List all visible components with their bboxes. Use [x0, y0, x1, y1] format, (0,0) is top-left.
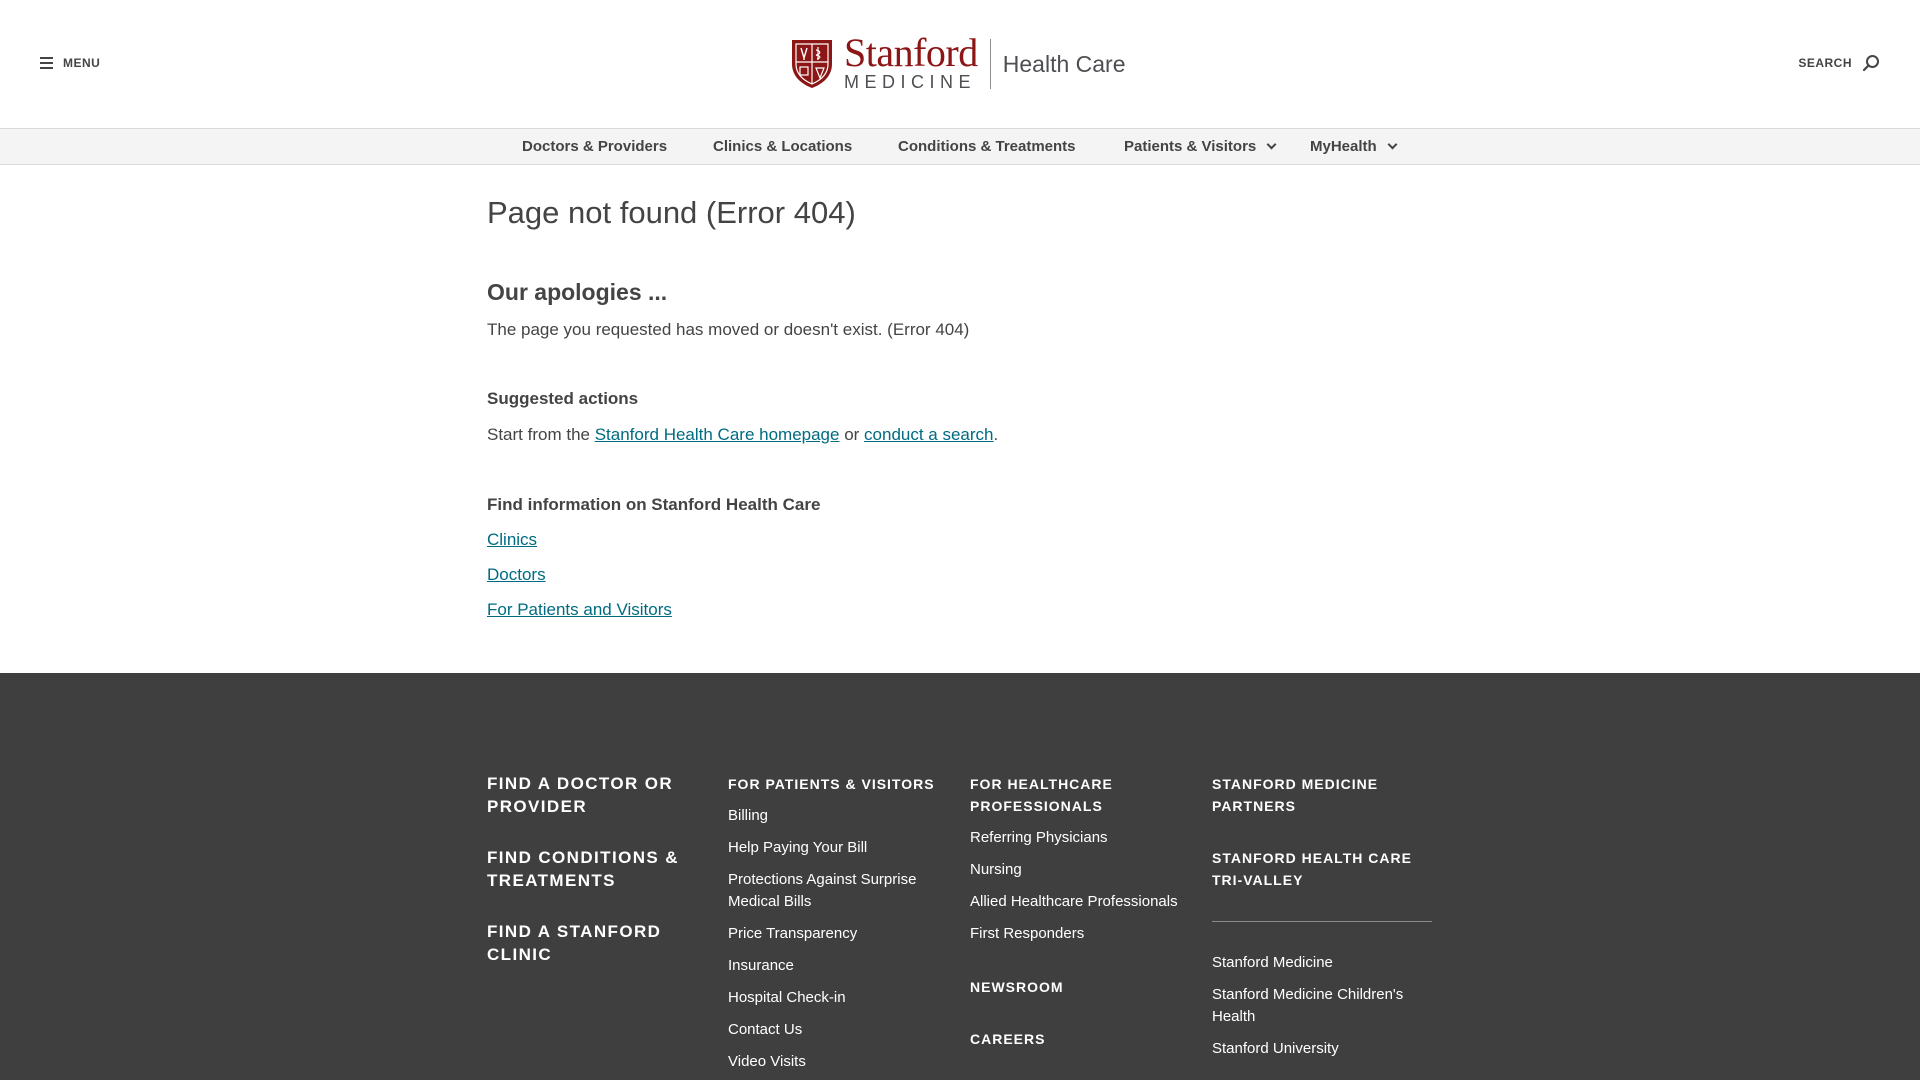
- footer-col-partners: [1212, 773, 1434, 1060]
- find-info-heading: Find information on Stanford Health Care: [487, 495, 821, 514]
- page-title: Page not found (Error 404): [487, 195, 856, 230]
- footer-col-professionals: [970, 773, 1185, 1050]
- logo-stanford-text: Stanford: [844, 30, 978, 75]
- suggested-actions-text: [487, 425, 998, 445]
- clinics-link[interactable]: Clinics: [487, 530, 538, 549]
- footer-col-find: [487, 772, 687, 966]
- footer-link-video-visits[interactable]: Video Visits: [728, 1053, 806, 1070]
- nav-label: MyHealth: [1310, 138, 1377, 155]
- footer-link-first-responders[interactable]: First Responders: [970, 925, 1085, 942]
- footer-professionals-heading[interactable]: FOR HEALTHCARE PROFESSIONALS: [970, 776, 1113, 814]
- suggested-middle: or: [839, 425, 865, 444]
- apologies-text: The page you requested has moved or doesn't exist. (Error 404): [487, 320, 970, 339]
- patients-visitors-link[interactable]: For Patients and Visitors: [487, 600, 672, 619]
- nav-clinics-locations[interactable]: [713, 129, 852, 165]
- hamburger-icon: [40, 57, 53, 69]
- search-icon: [1862, 54, 1880, 72]
- footer-link-help-paying[interactable]: Help Paying Your Bill: [728, 839, 868, 856]
- homepage-link[interactable]: Stanford Health Care homepage: [594, 425, 840, 444]
- footer-patients-heading[interactable]: FOR PATIENTS & VISITORS: [728, 776, 935, 792]
- menu-button[interactable]: [40, 56, 100, 70]
- suggested-prefix: Start from the: [487, 425, 595, 444]
- stanford-shield-icon: [790, 38, 834, 90]
- conduct-search-link[interactable]: conduct a search: [864, 425, 994, 444]
- footer-link-nursing[interactable]: Nursing: [970, 861, 1022, 878]
- nav-label: Patients & Visitors: [1124, 138, 1257, 155]
- nav-conditions-treatments[interactable]: [898, 129, 1076, 165]
- footer-find-conditions[interactable]: FIND CONDITIONS & TREATMENTS: [487, 848, 679, 890]
- apologies-heading: Our apologies ...: [487, 279, 668, 305]
- footer-link-referring-physicians[interactable]: Referring Physicians: [970, 829, 1108, 846]
- footer-newsroom[interactable]: NEWSROOM: [970, 979, 1064, 995]
- suggested-heading: Suggested actions: [487, 389, 639, 408]
- nav-myhealth[interactable]: [1310, 129, 1396, 165]
- footer-find-clinic[interactable]: FIND A STANFORD CLINIC: [487, 922, 662, 964]
- footer-link-billing[interactable]: Billing: [728, 807, 769, 824]
- menu-label: MENU: [63, 56, 101, 70]
- logo-medicine-text: MEDICINE: [844, 72, 977, 92]
- nav-label: Doctors & Providers: [522, 138, 668, 155]
- nav-doctors-providers[interactable]: [522, 129, 667, 165]
- footer-link-insurance[interactable]: Insurance: [728, 957, 794, 974]
- footer-partners-heading[interactable]: STANFORD MEDICINE PARTNERS: [1212, 776, 1379, 814]
- site-footer: [0, 673, 1920, 1080]
- footer-link-price-transparency[interactable]: Price Transparency: [728, 925, 858, 942]
- footer-link-surprise-bills[interactable]: Protections Against Surprise Medical Bills: [728, 871, 917, 910]
- site-header: [0, 0, 1920, 129]
- footer-link-contact-us[interactable]: Contact Us: [728, 1021, 803, 1038]
- footer-link-childrens-health[interactable]: Stanford Medicine Children's Health: [1212, 986, 1404, 1025]
- footer-find-doctor[interactable]: FIND A DOCTOR OR PROVIDER: [487, 774, 674, 816]
- logo-health-care-text: Health Care: [1002, 50, 1126, 77]
- search-button[interactable]: [1798, 54, 1880, 72]
- search-label: SEARCH: [1798, 56, 1852, 70]
- nav-label: Conditions & Treatments: [898, 138, 1076, 155]
- footer-link-hospital-checkin[interactable]: Hospital Check-in: [728, 989, 846, 1006]
- chevron-down-icon: [1387, 140, 1397, 150]
- footer-link-stanford-university[interactable]: Stanford University: [1212, 1040, 1339, 1057]
- footer-divider: [1212, 921, 1432, 922]
- footer-link-stanford-medicine[interactable]: Stanford Medicine: [1212, 954, 1333, 971]
- doctors-link[interactable]: Doctors: [487, 565, 546, 584]
- footer-link-allied[interactable]: Allied Healthcare Professionals: [970, 893, 1178, 910]
- footer-col-patients: [728, 773, 938, 1073]
- footer-careers[interactable]: CAREERS: [970, 1031, 1046, 1047]
- site-logo[interactable]: [790, 30, 1126, 92]
- logo-divider: [990, 39, 991, 89]
- primary-nav: [0, 129, 1920, 165]
- chevron-down-icon: [1267, 140, 1277, 150]
- footer-tri-valley-heading[interactable]: STANFORD HEALTH CARE TRI-VALLEY: [1212, 850, 1412, 888]
- nav-label: Clinics & Locations: [713, 138, 853, 155]
- nav-patients-visitors[interactable]: [1124, 129, 1275, 165]
- suggested-suffix: .: [993, 425, 999, 444]
